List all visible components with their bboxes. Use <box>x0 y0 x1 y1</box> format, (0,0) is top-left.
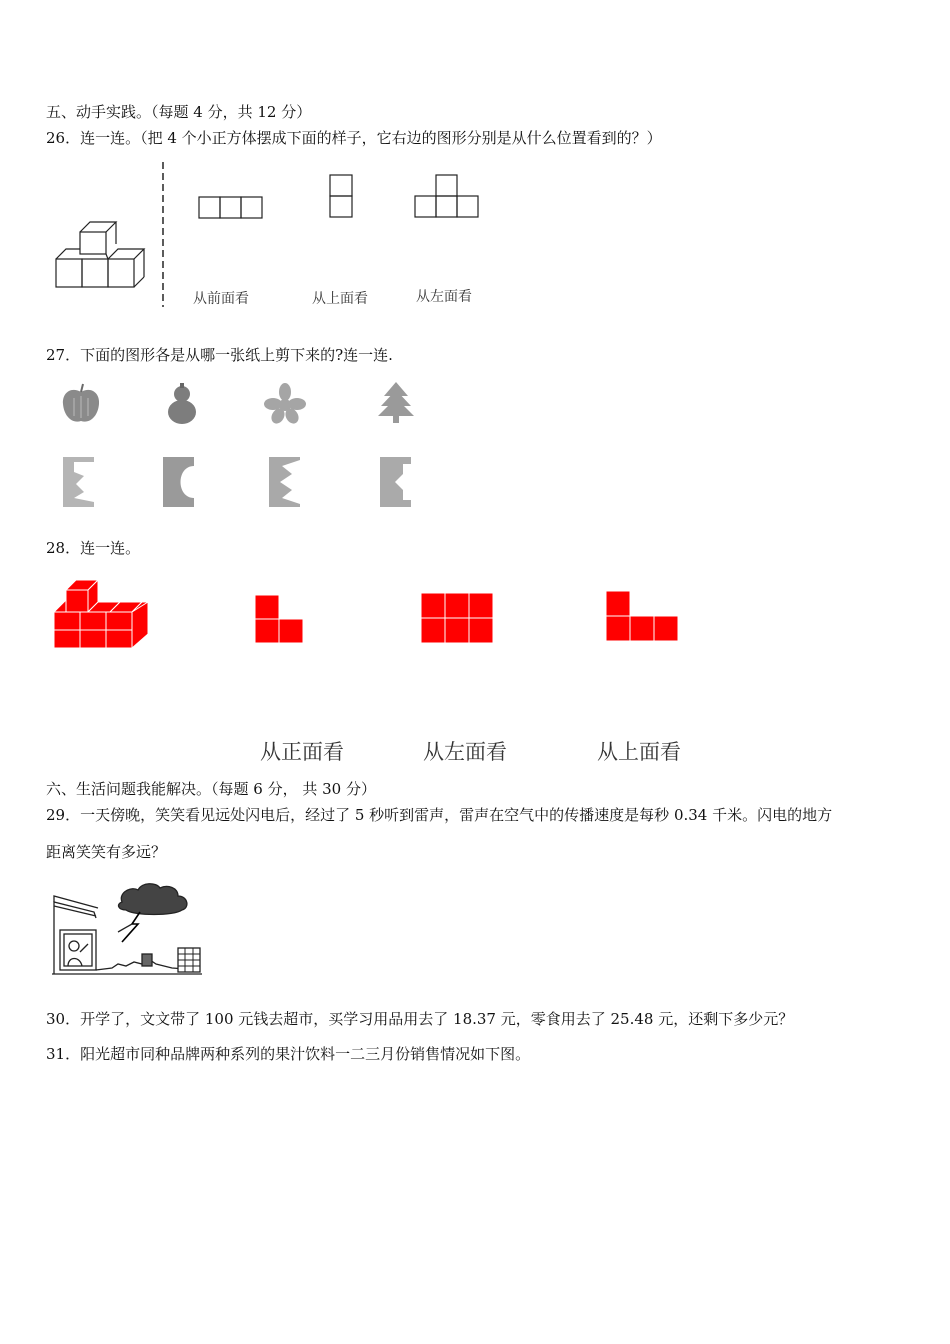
q26-text: 26．连一连。（把 4 个小正方体摆成下面的样子，它右边的图形分别是从什么位置看到的？） <box>46 129 662 147</box>
flower-cutout-icon <box>263 382 307 424</box>
folded-paper-2-icon <box>162 456 196 508</box>
q26-label-left: 从左面看 <box>416 289 472 305</box>
gourd-cutout-icon <box>162 382 202 426</box>
q26-view-top <box>329 174 355 220</box>
q28-view-l-small <box>254 594 306 644</box>
q28-label-front: 从正面看 <box>260 740 344 764</box>
q27-text: 27．下面的图形各是从哪一张纸上剪下来的?连一连. <box>46 346 393 364</box>
q30-text: 30．开学了，文文带了 100 元钱去超市，买学习用品用去了 18.37 元，零食用去了 25.48 元，还剩下多少元？ <box>46 1010 794 1028</box>
apple-cutout-icon <box>60 382 102 426</box>
q31-text: 31．阳光超市同种品牌两种系列的果汁饮料一二三月份销售情况如下图。 <box>46 1045 531 1063</box>
q29-text-line1: 29．一天傍晚，笑笑看见远处闪电后，经过了 5 秒听到雷声，雷声在空气中的传播速度是每秒 0.34 千米。闪电的地方 <box>46 806 833 824</box>
folded-paper-1-icon <box>62 456 96 508</box>
q26-label-top: 从上面看 <box>312 291 368 307</box>
tree-cutout-icon <box>376 380 416 426</box>
q28-red-cube-stack-figure <box>52 578 152 652</box>
q26-dashed-divider <box>160 162 166 307</box>
q29-lightning-illustration <box>52 878 202 976</box>
folded-paper-3-icon <box>268 456 302 508</box>
q26-view-left <box>414 174 482 220</box>
q28-label-left: 从左面看 <box>423 740 507 764</box>
q26-label-front: 从前面看 <box>193 291 249 307</box>
q28-view-rect <box>420 592 496 644</box>
q28-label-top: 从上面看 <box>597 740 681 764</box>
q26-view-front <box>198 196 266 220</box>
folded-paper-4-icon <box>379 456 413 508</box>
q28-view-l-long <box>605 590 681 644</box>
q29-text-line2: 距离笑笑有多远？ <box>46 843 167 861</box>
section5-heading: 五、动手实践。（每题 4 分，共 12 分） <box>46 103 312 121</box>
q28-text: 28．连一连。 <box>46 539 141 557</box>
section6-heading: 六、生活问题我能解决。（每题 6 分， 共 30 分） <box>46 780 376 798</box>
q26-cube-stack-figure <box>50 215 150 290</box>
